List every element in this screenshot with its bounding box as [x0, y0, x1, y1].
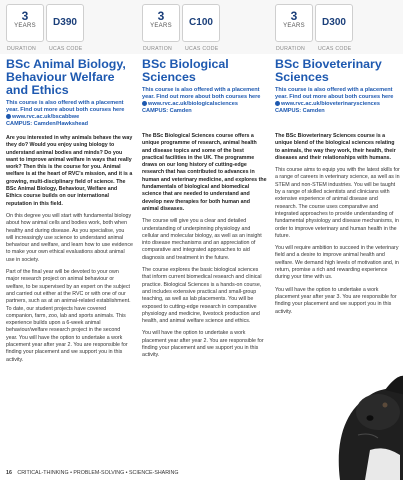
course-body [275, 133, 400, 316]
years-number: 3 [290, 9, 298, 23]
course-paragraph: On this degree you will start with fundamental biology about how animal cells and bodies work, both when healthy and during disease. As you specialise, you will increasingly use science to understand animal behaviour and welfare, and learn how to use evidence to make your own ethical evaluations about animal use in society. [6, 212, 133, 263]
header-captions [6, 44, 133, 54]
course-link-text[interactable]: www.rvc.ac.uk/biologicalsciences [148, 101, 238, 107]
duration-box [275, 4, 313, 42]
header-captions [275, 44, 400, 54]
ucas-code-box: C100 [182, 4, 220, 42]
globe-icon [275, 101, 280, 106]
page-footer [6, 470, 178, 476]
footer-tagline: CRITICAL-THINKING • PROBLEM-SOLVING • SCIENCE-SHARING [17, 470, 179, 476]
course-link[interactable] [142, 101, 267, 108]
years-number: 3 [21, 9, 29, 23]
ucas-caption: UCAS CODE [185, 46, 219, 52]
course-intro [142, 87, 267, 115]
ucas-code-box: D300 [315, 4, 353, 42]
course-link[interactable] [6, 114, 133, 121]
ucas-code-box: D390 [46, 4, 84, 42]
course-paragraph-lead: The BSc Biological Sciences course offers a unique programme of research, animal health and disease topics and some of the best practical facilities in the UK. The programme draws on our long history of cutting-edge research that has contributed to advances in human and veterinary medicine, and explores the fundamentals of biological and biomedical science that are needed to understand and develop new therapies for both human and animal diseases. [142, 133, 267, 212]
course-paragraph: The course explores the basic biological sciences that inform current biomedical research and clinical practice. Biological Sciences is a hands-on course, and includes extensive practical and small-group teaching, as well as lab placements. You will be exposed to cutting-edge research in comparative physiology and medicine, livestock production and health, and animal welfare science and ethics. [142, 267, 262, 325]
campus-label: CAMPUS: Camden/Hawkshead [6, 121, 89, 127]
duration-caption: DURATION [143, 46, 173, 52]
duration-box [142, 4, 180, 42]
globe-icon [6, 114, 11, 119]
years-label: YEARS [14, 23, 36, 29]
course-header [275, 0, 400, 44]
years-label: YEARS [283, 23, 305, 29]
years-label: YEARS [150, 23, 172, 29]
course-paragraph-lead: Are you interested in why animals behave the way they do? Would you enjoy using biology to understand animal bodies and minds? Do you want to improve animal welfare in ways that really work? Then this is the course for you. Animal welfare is at the heart of RVC's mission, and it is a growing, multi-disciplinary field of science. The BSc Animal Biology, Behaviour, Welfare and Ethics course builds on our international reputation in this field. [6, 135, 133, 207]
course-intro [6, 100, 133, 128]
course-column-biological-sciences [142, 0, 267, 365]
placement-note: This course is also offered with a placement year. Find out more about both courses here [142, 87, 261, 100]
course-header [6, 0, 133, 44]
duration-caption: DURATION [7, 46, 37, 52]
course-title: BSc Biological Sciences [142, 57, 229, 84]
globe-icon [142, 101, 147, 106]
course-title: BSc Animal Biology, Behaviour Welfare and Ethics [6, 57, 126, 97]
dog-photo [330, 350, 403, 480]
course-column-bioveterinary-sciences [275, 0, 400, 321]
page-number: 16 [6, 470, 12, 476]
course-paragraph: You will require ambition to succeed in the veterinary field and a desire to improve animal health and welfare. We demand high levels of motivation and, in return, promise a rich and rewarding experience during your time with us. [275, 245, 399, 281]
course-paragraph: Part of the final year will be devoted to your own major research project on animal behaviour or welfare, to be supervised by an expert on the subject and carried out either at the RVC or with one of our partners, such as at an animal-related establishment. To date, our student projects have covered companion, farm, zoo, lab and sports animals. This experience builds upon a 6-week animal behaviour/welfare research project in the second year. You will have the option to undertake a work placement year after year 2. You are responsible for finding your placement and we support you in this activity. [6, 269, 131, 363]
course-title: BSc Bioveterinary Sciences [275, 57, 382, 84]
course-link-text[interactable]: www.rvc.ac.uk/bioveterinarysciences [281, 101, 380, 107]
course-paragraph-lead: The BSc Bioveterinary Sciences course is a unique blend of the biological sciences relating to animals, the way they work, their health, their diseases and their relationships with humans. [275, 133, 396, 161]
placement-note: This course is also offered with a placement year. Find out more about both courses here [6, 100, 125, 113]
course-paragraph: You will have the option to undertake a work placement year after year 3. You are responsible for finding your placement and we support you in this activity. [275, 286, 397, 315]
course-body [6, 135, 133, 364]
duration-box [6, 4, 44, 42]
campus-label: CAMPUS: Camden [275, 108, 325, 114]
ucas-caption: UCAS CODE [49, 46, 83, 52]
course-paragraph: This course aims to equip you with the latest skills for a range of careers in veterinary science, as well as in STEM and non-STEM industries. You will be taught by a range of skilled scientists and clinicians with extensive experience of animal disease and research. The course uses comparative and integrated approaches to provide understanding of fundamental physiology and disease mechanisms, in order to improve veterinary and human health in the future. [275, 167, 400, 239]
duration-caption: DURATION [276, 46, 306, 52]
years-number: 3 [157, 9, 165, 23]
course-column-animal-biology [6, 0, 133, 369]
course-intro [275, 87, 400, 115]
course-link[interactable] [275, 101, 400, 108]
ucas-caption: UCAS CODE [318, 46, 352, 52]
course-paragraph: You will have the option to undertake a work placement year after year 2. You are responsible for finding your placement and we support you in this activity. [142, 330, 264, 359]
placement-note: This course is also offered with a placement year. Find out more about both courses here [275, 87, 394, 100]
course-paragraph: The course will give you a clear and detailed understanding of underpinning physiology and cellular and molecular biology, as well as an insight into disease mechanisms and an appreciation of comparative and integrated approaches to aid diagnosis and treatment in the future. [142, 218, 262, 261]
course-body [142, 133, 267, 360]
header-captions [142, 44, 267, 54]
course-link-text[interactable]: www.rvc.ac.uk/bscabbwe [12, 114, 80, 120]
course-header [142, 0, 267, 44]
campus-label: CAMPUS: Camden [142, 108, 192, 114]
